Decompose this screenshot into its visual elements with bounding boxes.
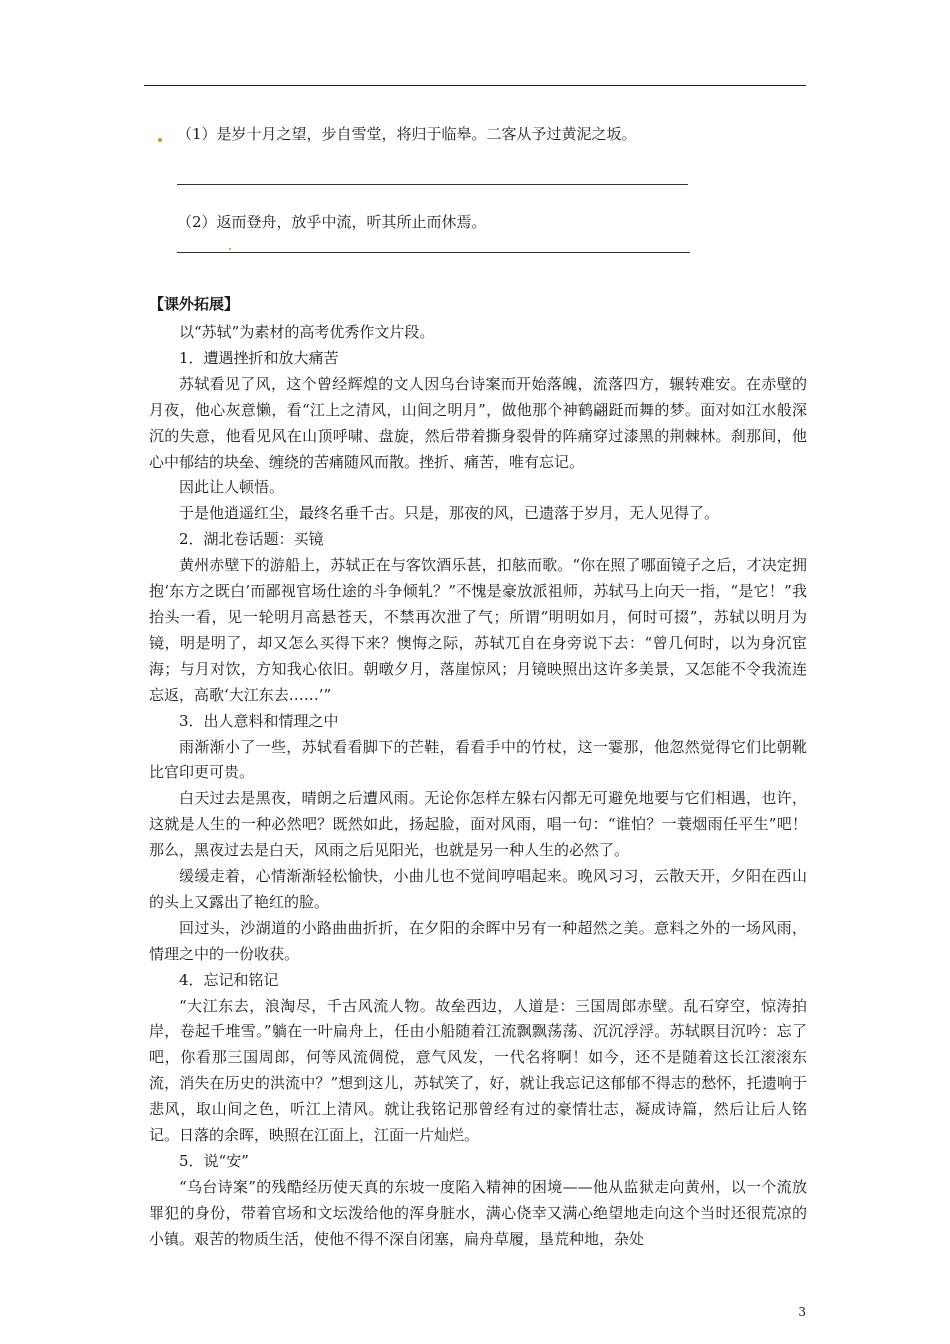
paragraph: 苏轼看见了风，这个曾经辉煌的文人因乌台诗案而开始落魄，流落四方，辗转难安。在赤壁的月夜，他心灰意懒，看“江上之清风，山间之明月”，做他那个神鹤翩跹而舞的梦。面对如江水般深沉的失意，他看见风在山顶呼啸、盘旋，然后带着撕身裂骨的阵痛穿过漆黑的荆棘林。刹那间，他心中郁结的块垒、缠绕的苦痛随风而散。挫折、痛苦，唯有忘记。 [149, 374, 807, 471]
paragraph: 黄州赤壁下的游船上，苏轼正在与客饮酒乐甚，扣舷而歌。“你在照了哪面镜子之后，才决定拥抱‘东方之既白’而鄙视官场仕途的斗争倾轧？”不愧是豪放派祖师，苏轼马上向天一指，“是它！”我抬头一看，见一轮明月高悬苍天，不禁再次泄了气；所谓“明明如月，何时可掇”，苏轼以明月为镜，明是明了，却又怎么买得下来？懊悔之际，苏轼兀自在身旁说下去：“曾几何时，以为身沉宦海；与月对饮，方知我心依旧。朝暾夕月，落崖惊风；月镜映照出这许多美景，又怎能不令我流连忘返，高歌‘大江东去……’” [149, 556, 807, 704]
question-2: （2）返而登舟，放乎中流，听其所止而休焉。 [177, 213, 487, 231]
subheading-5: 5．说“安” [179, 1152, 249, 1170]
subheading-2: 2．湖北卷话题：买镜 [179, 530, 324, 549]
decorative-dot [229, 248, 231, 250]
paragraph: 白天过去是黑夜，晴朗之后遭风雨。无论你怎样左躲右闪都无可避免地要与它们相遇，也许，这就是人生的一种必然吧？既然如此，扬起脸，面对风雨，唱一句：“谁怕？一蓑烟雨任平生”吧！那么，黑夜过去是白天，风雨之后见阳光，也就是另一种人生的必然了。 [149, 789, 807, 860]
subheading-3: 3．出人意料和情理之中 [179, 711, 339, 730]
paragraph: 雨渐渐小了一些，苏轼看看脚下的芒鞋，看看手中的竹杖，这一霎那，他忽然觉得它们比朝靴比官印更可贵。 [149, 737, 807, 782]
subheading-4: 4．忘记和铭记 [179, 970, 279, 989]
subheading-1: 1．遭遇挫折和放大痛苦 [179, 348, 339, 367]
paragraph: “乌台诗案”的残酷经历使天真的东坡一度陷入精神的困境——他从监狱走向黄州，以一个流放罪犯的身份，带着官场和文坛泼给他的浑身脏水，满心侥幸又满心绝望地走向这个当时还很荒凉的小镇。艰苦的物质生活，使他不得不深自闭塞，扁舟草履，垦荒种地，杂处 [149, 1177, 807, 1248]
header-rule [144, 85, 806, 86]
answer-line-2 [177, 252, 690, 253]
paragraph: 回过头，沙湖道的小路曲曲折折，在夕阳的余晖中另有一种超然之美。意料之外的一场风雨，情理之中的一份收获。 [149, 918, 807, 963]
paragraph: 缓缓走着，心情渐渐轻松愉快，小曲儿也不觉间哼唱起来。晚风习习，云散天开，夕阳在西山的头上又露出了艳红的脸。 [149, 867, 807, 911]
paragraph: 于是他逍遥红尘，最终名垂千古。只是，那夜的风，已遗落于岁月，无人见得了。 [179, 504, 720, 523]
paragraph: “大江东去，浪淘尽，千古风流人物。故垒西边，人道是：三国周郎赤壁。乱石穿空，惊涛拍岸，卷起千堆雪。”躺在一叶扁舟上，任由小船随着江流飘飘荡荡、沉沉浮浮。苏轼瞑目沉吟：忘了吧，你看那三国周郎，何等风流倜傥，意气风发，一代名将啊！如今，还不是随着这长江滚滚东流，消失在历史的洪流中？”想到这儿，苏轼笑了，好，就让我忘记这郁郁不得志的愁怀，托遗响于悲风，取山间之色，听江上清风。就让我铭记那曾经有过的豪情壮志，凝成诗篇，然后让后人铭记。日落的余晖，映照在江面上，江面一片灿烂。 [149, 996, 807, 1145]
paragraph: 因此让人顿悟。 [179, 478, 285, 497]
intro-paragraph: 以“苏轼”为素材的高考优秀作文片段。 [179, 323, 435, 341]
decorative-dot [158, 138, 162, 142]
page-number: 3 [798, 1305, 806, 1319]
section-title: 【课外拓展】 [149, 295, 240, 313]
article-body [149, 320, 807, 1253]
question-1: （1）是岁十月之望，步自雪堂，将归于临皋。二客从予过黄泥之坂。 [177, 125, 637, 143]
answer-line-1 [177, 184, 688, 185]
